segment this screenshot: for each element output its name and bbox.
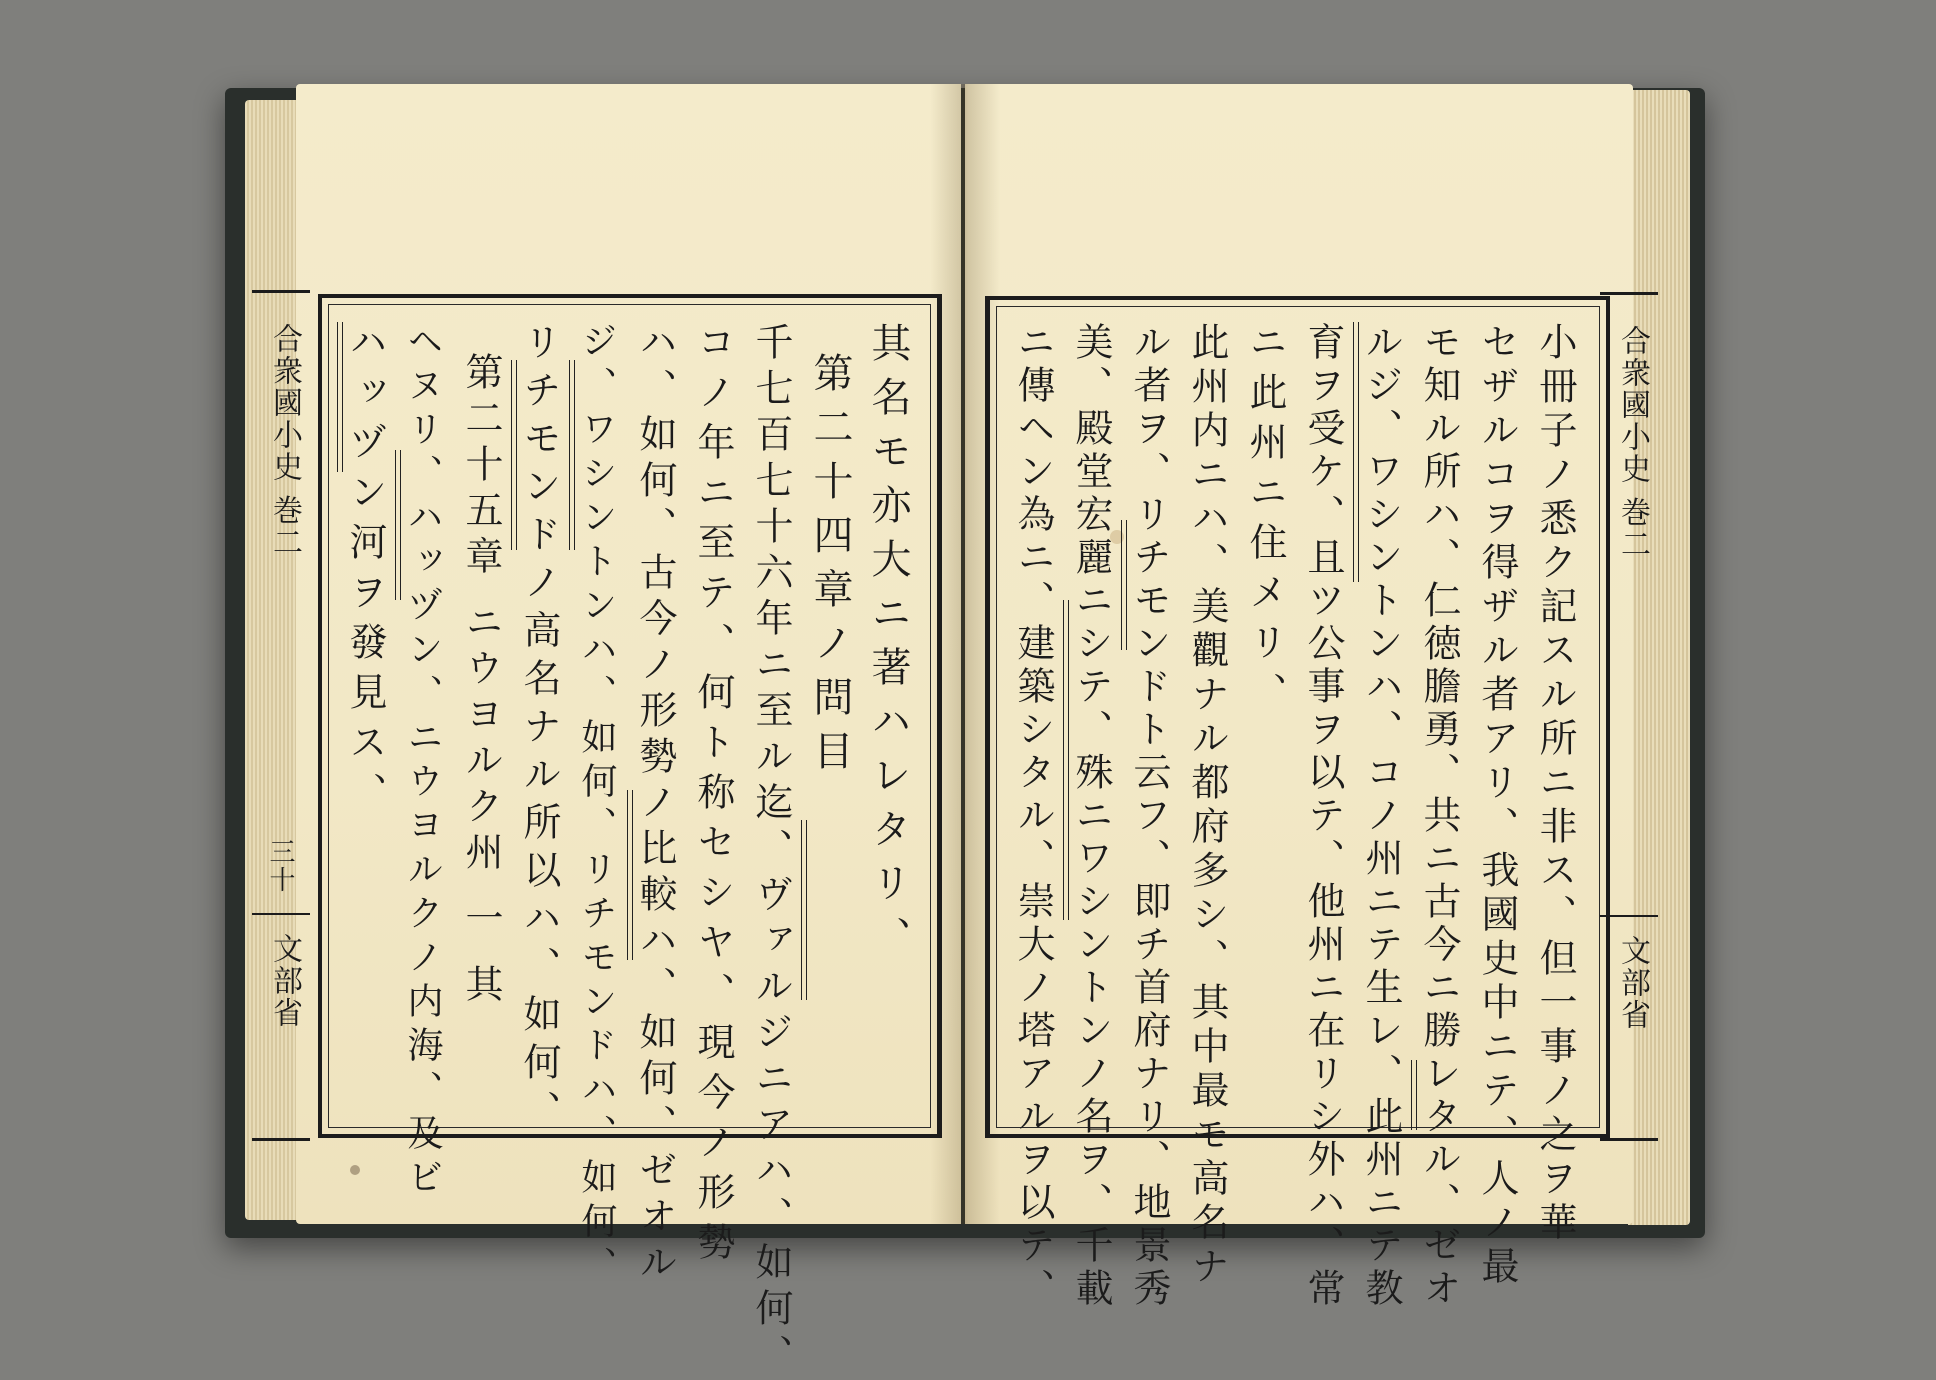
proper-noun-mark xyxy=(1411,1060,1417,1130)
right-column-10: ニ傳ヘン為ニ、建築シタル、崇大ノ塔アルヲ以テ、 xyxy=(1011,322,1055,1311)
left-page-number: 三十 xyxy=(265,838,295,894)
proper-noun-mark xyxy=(337,322,343,472)
proper-noun-mark xyxy=(511,360,517,550)
right-column-1: 小冊子ノ悉ク記スル所ニ非ス、但一事ノ之ヲ華 xyxy=(1533,322,1577,1246)
left-page-margin-header xyxy=(252,290,310,1141)
left-column-8: 第二十五章 ニウヨルク州 一 其 xyxy=(459,352,503,1011)
left-column-3: 千七百七十六年ニ至ル迄、ヴァルジニアハ、如何、 xyxy=(749,322,793,1380)
proper-noun-mark xyxy=(801,820,807,1000)
left-column-6: ジ、ワシントンハ、如何、リチモンドハ、如何、 xyxy=(576,322,617,1290)
proper-noun-mark xyxy=(395,450,401,600)
proper-noun-mark xyxy=(1063,600,1069,920)
proper-noun-mark xyxy=(1121,520,1127,650)
left-column-1: 其名モ亦大ニ著ハレタリ、 xyxy=(865,322,911,970)
header-divider xyxy=(252,913,310,915)
right-column-4: ルジ、ワシントンハ、コノ州ニテ生レ、此州ニテ教 xyxy=(1359,322,1403,1311)
left-column-2: 第二十四章ノ問目 xyxy=(807,352,853,784)
proper-noun-mark xyxy=(569,360,575,550)
left-column-9: ヘヌリ、ハッヅン、ニウヨルクノ内海、及ビ xyxy=(402,322,443,1202)
proper-noun-mark xyxy=(1353,322,1359,582)
right-header-publisher: 文部省 xyxy=(1615,935,1650,1031)
left-header-publisher: 文部省 xyxy=(267,933,302,1029)
left-column-5: ハ、如何、古今ノ形勢ノ比較ハ、如何、ゼオル xyxy=(633,322,677,1288)
right-column-6: ニ此州ニ住メリ、 xyxy=(1243,322,1287,722)
right-header-title: 合衆國小史 巻二 xyxy=(1615,325,1650,561)
paper-stain xyxy=(350,1165,360,1175)
left-column-7: リチモンドノ高名ナル所以ハ、如何、 xyxy=(517,322,561,1138)
right-column-7: 此州内ニハ、美觀ナル都府多シ、其中最モ高名ナ xyxy=(1185,322,1229,1290)
right-column-2: セザルコヲ得ザル者アリ、我國史中ニテ、人ノ最 xyxy=(1475,322,1519,1290)
proper-noun-mark xyxy=(627,790,633,960)
right-column-9: 美、殿堂宏麗ニシテ、殊ニワシントンノ名ヲ、千載 xyxy=(1069,322,1113,1311)
right-column-8: ル者ヲ、リチモンドト云フ、即チ首府ナリ、地景秀 xyxy=(1127,322,1171,1311)
right-column-3: モ知ル所ハ、仁徳膽勇、共ニ古今ニ勝レタル、ゼオ xyxy=(1417,322,1461,1311)
left-header-title: 合衆國小史 巻二 xyxy=(267,323,302,559)
left-column-10: ハッヅン河ヲ發見ス、 xyxy=(343,322,387,822)
left-column-4: コノ年ニ至テ、何ト称セシヤ、現今ノ形勢 xyxy=(691,322,735,1272)
right-column-5: 育ヲ受ケ、且ツ公事ヲ以テ、他州ニ在リシ外ハ、常 xyxy=(1301,322,1345,1311)
